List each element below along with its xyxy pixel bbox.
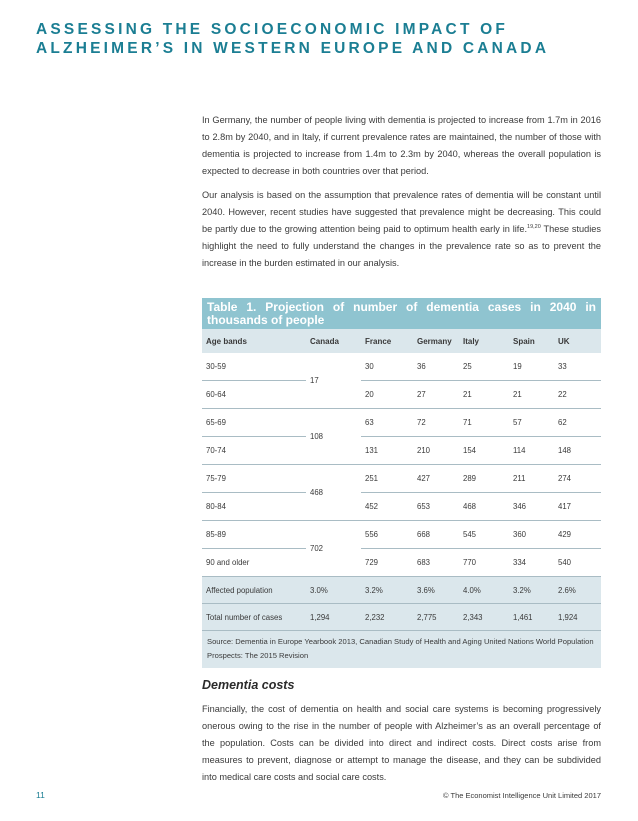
- header-spain: Spain: [509, 329, 554, 353]
- france-value: 452: [361, 493, 413, 521]
- uk-value: 429: [554, 521, 601, 549]
- france-value: 63: [361, 409, 413, 437]
- cases-table: [202, 329, 601, 630]
- italy-value: 21: [459, 381, 509, 409]
- header-italy: Italy: [459, 329, 509, 353]
- spain-value: 334: [509, 549, 554, 577]
- spain-value: 21: [509, 381, 554, 409]
- uk-value: 2.6%: [554, 577, 601, 604]
- spain-value: 346: [509, 493, 554, 521]
- affected-label: Affected population: [202, 577, 306, 604]
- paragraph-germany-italy: In Germany, the number of people living with dementia is projected to increase from 1.7m in 2016 to 2.8m by 2040, and in Italy, if current prevalence rates are maintained, the number of those with dementia is projected to increase from 1.4m to 2.3m by 2040, whereas the overall population is expected to decrease in both countries over that period.: [202, 115, 601, 176]
- paragraph-analysis-end: These studies highlight the need to fully understand the changes in the prevalence rate so as to prevent the increase in the burden estimated in our analysis.: [202, 224, 601, 268]
- germany-value: 668: [413, 521, 459, 549]
- age-band: 30-59: [202, 353, 306, 381]
- total-cases-row: [202, 604, 601, 631]
- canada-value: 468: [306, 465, 361, 521]
- age-band: 90 and older: [202, 549, 306, 577]
- canada-value: 3.0%: [306, 577, 361, 604]
- italy-value: 468: [459, 493, 509, 521]
- spain-value: 360: [509, 521, 554, 549]
- spain-value: 211: [509, 465, 554, 493]
- italy-value: 770: [459, 549, 509, 577]
- france-value: 20: [361, 381, 413, 409]
- title-line-1: ASSESSING THE SOCIOECONOMIC IMPACT OF: [36, 21, 509, 38]
- canada-value: 108: [306, 409, 361, 465]
- reference-superscript: 19,20: [527, 223, 541, 230]
- table-row: [202, 549, 601, 577]
- germany-value: 210: [413, 437, 459, 465]
- header-age-bands: Age bands: [202, 329, 306, 353]
- header-germany: Germany: [413, 329, 459, 353]
- age-band: 60-64: [202, 381, 306, 409]
- uk-value: 22: [554, 381, 601, 409]
- table-row: [202, 521, 601, 549]
- age-band: 75-79: [202, 465, 306, 493]
- canada-value: 17: [306, 353, 361, 409]
- table-header-row: [202, 329, 601, 353]
- italy-value: 4.0%: [459, 577, 509, 604]
- age-band: 70-74: [202, 437, 306, 465]
- uk-value: 540: [554, 549, 601, 577]
- paragraph-analysis-main: Our analysis is based on the assumption that prevalence rates of dementia will be constant until 2040. However, recent studies have suggested that prevalence might be decreasing. This could be partly due to the growing attention being paid to optimum health early in life.: [202, 190, 601, 234]
- spain-value: 57: [509, 409, 554, 437]
- paragraph-costs: Financially, the cost of dementia on health and social care systems is becoming progressively onerous owing to the rise in the number of people with Alzheimer’s as an overall percentage of the population. Costs can be divided into direct and indirect costs. Direct costs arise from measures to prevent, diagnose or attempt to manage the disease, and they can be subdivided into medical care costs and social care costs.: [202, 704, 601, 782]
- germany-value: 27: [413, 381, 459, 409]
- header-canada: Canada: [306, 329, 361, 353]
- france-value: 729: [361, 549, 413, 577]
- total-label: Total number of cases: [202, 604, 306, 631]
- table-title: Table 1. Projection of number of dementia cases in 2040 in thousands of people: [202, 298, 601, 329]
- section-heading-dementia-costs: Dementia costs: [202, 678, 295, 692]
- germany-value: 72: [413, 409, 459, 437]
- title-line-2: ALZHEIMER’S IN WESTERN EUROPE AND CANADA: [36, 40, 550, 57]
- uk-value: 148: [554, 437, 601, 465]
- uk-value: 417: [554, 493, 601, 521]
- spain-value: 19: [509, 353, 554, 381]
- affected-population-row: [202, 577, 601, 604]
- canada-value: 702: [306, 521, 361, 577]
- table-row: [202, 381, 601, 409]
- france-value: 30: [361, 353, 413, 381]
- italy-value: 71: [459, 409, 509, 437]
- table-row: [202, 353, 601, 381]
- uk-value: 33: [554, 353, 601, 381]
- france-value: 556: [361, 521, 413, 549]
- dementia-projection-table: [202, 298, 601, 668]
- table-row: [202, 437, 601, 465]
- age-band: 80-84: [202, 493, 306, 521]
- table-row: [202, 409, 601, 437]
- germany-value: 683: [413, 549, 459, 577]
- table-row: [202, 493, 601, 521]
- italy-value: 25: [459, 353, 509, 381]
- copyright-notice: © The Economist Intelligence Unit Limited 2017: [443, 791, 601, 800]
- canada-value: 1,294: [306, 604, 361, 631]
- uk-value: 62: [554, 409, 601, 437]
- italy-value: 154: [459, 437, 509, 465]
- uk-value: 274: [554, 465, 601, 493]
- france-value: 131: [361, 437, 413, 465]
- spain-value: 3.2%: [509, 577, 554, 604]
- table-row: [202, 465, 601, 493]
- spain-value: 1,461: [509, 604, 554, 631]
- germany-value: 36: [413, 353, 459, 381]
- germany-value: 427: [413, 465, 459, 493]
- germany-value: 653: [413, 493, 459, 521]
- paragraph-analysis: [202, 187, 601, 272]
- document-title: [36, 20, 616, 58]
- italy-value: 2,343: [459, 604, 509, 631]
- header-uk: UK: [554, 329, 601, 353]
- age-band: 85-89: [202, 521, 306, 549]
- spain-value: 114: [509, 437, 554, 465]
- page-number: 11: [36, 790, 45, 800]
- france-value: 3.2%: [361, 577, 413, 604]
- italy-value: 545: [459, 521, 509, 549]
- germany-value: 3.6%: [413, 577, 459, 604]
- france-value: 251: [361, 465, 413, 493]
- france-value: 2,232: [361, 604, 413, 631]
- table-source-note: Source: Dementia in Europe Yearbook 2013, Canadian Study of Health and Aging United Nations World Population Prospects: The 2015 Revision: [202, 630, 601, 668]
- germany-value: 2,775: [413, 604, 459, 631]
- italy-value: 289: [459, 465, 509, 493]
- costs-text: [202, 701, 601, 793]
- header-france: France: [361, 329, 413, 353]
- age-band: 65-69: [202, 409, 306, 437]
- intro-text: [202, 112, 601, 279]
- uk-value: 1,924: [554, 604, 601, 631]
